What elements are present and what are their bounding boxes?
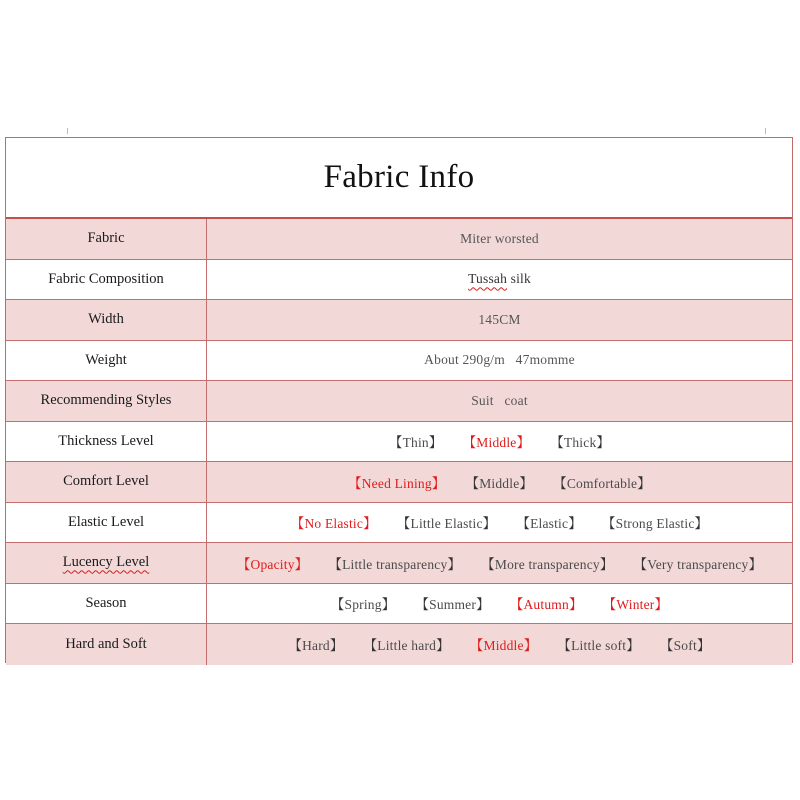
option-text: Thin bbox=[402, 435, 429, 451]
table-row-recommending-styles bbox=[6, 381, 792, 422]
option-text: Spring bbox=[344, 597, 382, 613]
option-more-transparency bbox=[481, 553, 613, 573]
option-little-elastic bbox=[397, 512, 497, 532]
row-value bbox=[207, 462, 792, 502]
table-body bbox=[6, 219, 792, 665]
row-label bbox=[6, 543, 207, 583]
table-row-lucency-level bbox=[6, 543, 792, 584]
row-label bbox=[6, 381, 207, 421]
row-label-text: Hard and Soft bbox=[65, 635, 147, 652]
option-opacity-selected bbox=[237, 553, 309, 573]
bracket-open: 【 bbox=[363, 638, 378, 654]
option-autumn-selected bbox=[510, 593, 583, 613]
crop-mark-right bbox=[765, 128, 766, 134]
bracket-open: 【 bbox=[330, 597, 345, 613]
option-text: Middle bbox=[479, 475, 520, 491]
bracket-open: 【 bbox=[288, 638, 303, 654]
option-text: Little Elastic bbox=[410, 516, 483, 532]
option-text: Winter bbox=[616, 597, 655, 613]
option-spring bbox=[331, 593, 396, 613]
bracket-open: 【 bbox=[462, 435, 477, 451]
option-text: Need Lining bbox=[361, 475, 432, 491]
bracket-close: 】 bbox=[626, 638, 640, 654]
bracket-close: 】 bbox=[476, 597, 490, 613]
row-value bbox=[207, 422, 792, 462]
option-thin bbox=[389, 431, 443, 451]
row-label-text: Width bbox=[88, 311, 124, 328]
row-label-text: Thickness Level bbox=[58, 432, 154, 449]
row-label-text: Weight bbox=[85, 351, 127, 368]
bracket-close: 】 bbox=[654, 597, 669, 613]
option-middle-selected bbox=[463, 431, 531, 451]
bracket-close: 】 bbox=[696, 638, 711, 654]
bracket-close: 】 bbox=[447, 556, 462, 572]
bracket-close: 】 bbox=[748, 556, 763, 572]
row-value bbox=[207, 260, 792, 300]
row-label bbox=[6, 260, 207, 300]
table-row-width bbox=[6, 300, 792, 341]
row-value bbox=[207, 219, 792, 259]
row-value-text: Miter worsted bbox=[460, 230, 539, 246]
option-middle-selected bbox=[470, 634, 538, 654]
option-thick bbox=[550, 431, 610, 451]
row-label-text: Elastic Level bbox=[67, 513, 145, 530]
option-strong-elastic bbox=[602, 512, 708, 532]
title-row bbox=[6, 138, 792, 219]
option-text: Little hard bbox=[377, 638, 437, 654]
option-text: Middle bbox=[483, 638, 524, 654]
option-text: Soft bbox=[673, 638, 697, 654]
row-label-text: Fabric bbox=[87, 230, 125, 247]
bracket-close: 】 bbox=[482, 516, 497, 532]
bracket-close: 】 bbox=[568, 597, 583, 613]
bracket-open: 【 bbox=[290, 516, 305, 532]
row-label bbox=[6, 300, 207, 340]
bracket-close: 】 bbox=[329, 638, 344, 654]
option-text: Comfortable bbox=[566, 475, 638, 491]
option-text: Elastic bbox=[530, 516, 569, 532]
option-comfortable bbox=[553, 472, 651, 492]
row-value bbox=[207, 503, 792, 543]
bracket-open: 【 bbox=[396, 516, 411, 532]
option-soft bbox=[660, 634, 711, 654]
bracket-open: 【 bbox=[550, 435, 564, 451]
bracket-close: 】 bbox=[431, 475, 446, 491]
option-text: Strong Elastic bbox=[615, 516, 695, 532]
bracket-open: 【 bbox=[469, 638, 484, 654]
bracket-open: 【 bbox=[465, 475, 480, 491]
row-label-text: Lucency Level bbox=[62, 554, 150, 571]
row-label bbox=[6, 503, 207, 543]
bracket-close: 】 bbox=[436, 638, 450, 654]
table-row-fabric bbox=[6, 219, 792, 260]
row-label-text: Fabric Composition bbox=[48, 270, 164, 287]
fabric-info-table bbox=[5, 137, 793, 663]
bracket-open: 【 bbox=[481, 556, 495, 572]
option-text: Very transparency bbox=[647, 556, 749, 572]
bracket-open: 【 bbox=[348, 475, 362, 491]
bracket-open: 【 bbox=[328, 556, 343, 572]
row-label bbox=[6, 584, 207, 624]
bracket-open: 【 bbox=[509, 597, 524, 613]
table-row-hard-and-soft bbox=[6, 624, 792, 665]
option-text: Summer bbox=[429, 597, 477, 613]
option-little-soft bbox=[557, 634, 639, 654]
table-row-thickness-level bbox=[6, 422, 792, 463]
row-value bbox=[207, 300, 792, 340]
row-value-text: Suit coat bbox=[471, 392, 528, 408]
row-value-text: Tussah silk bbox=[468, 271, 531, 287]
bracket-close: 】 bbox=[596, 435, 611, 451]
row-value bbox=[207, 381, 792, 421]
option-text: Little transparency bbox=[342, 556, 448, 572]
option-hard bbox=[288, 634, 343, 654]
bracket-close: 】 bbox=[637, 475, 651, 491]
option-text: No Elastic bbox=[304, 516, 364, 532]
row-label bbox=[6, 462, 207, 502]
option-text: Middle bbox=[476, 435, 517, 451]
option-middle bbox=[466, 472, 534, 492]
option-little-transparency bbox=[328, 553, 461, 573]
option-need-lining-selected bbox=[348, 472, 445, 492]
bracket-open: 【 bbox=[553, 475, 567, 491]
bracket-close: 】 bbox=[516, 435, 531, 451]
bracket-close: 】 bbox=[381, 597, 396, 613]
bracket-open: 【 bbox=[415, 597, 430, 613]
row-value-text: 145CM bbox=[478, 311, 521, 327]
option-little-hard bbox=[364, 634, 450, 654]
option-text: Little soft bbox=[571, 638, 627, 654]
option-winter-selected bbox=[603, 593, 669, 613]
bracket-open: 【 bbox=[557, 638, 572, 654]
bracket-close: 】 bbox=[523, 638, 538, 654]
option-very-transparency bbox=[634, 553, 763, 573]
option-text: Opacity bbox=[250, 556, 295, 572]
option-text: Thick bbox=[563, 435, 597, 451]
table-title: Fabric Info bbox=[323, 159, 475, 195]
bracket-open: 【 bbox=[602, 597, 617, 613]
table-row-weight bbox=[6, 341, 792, 382]
row-label-text: Comfort Level bbox=[63, 473, 149, 490]
bracket-open: 【 bbox=[516, 516, 531, 532]
bracket-close: 】 bbox=[568, 516, 582, 532]
option-elastic bbox=[516, 512, 582, 532]
row-label bbox=[6, 422, 207, 462]
row-value bbox=[207, 543, 792, 583]
bracket-open: 【 bbox=[236, 556, 251, 572]
bracket-close: 】 bbox=[363, 516, 377, 532]
bracket-open: 【 bbox=[633, 556, 648, 572]
option-text: More transparency bbox=[494, 556, 600, 572]
bracket-open: 【 bbox=[601, 516, 616, 532]
option-summer bbox=[415, 593, 489, 613]
row-value bbox=[207, 624, 792, 665]
table-row-elastic-level bbox=[6, 503, 792, 544]
bracket-open: 【 bbox=[388, 435, 403, 451]
row-label-text: Recommending Styles bbox=[40, 392, 172, 409]
bracket-open: 【 bbox=[659, 638, 674, 654]
bracket-close: 】 bbox=[599, 556, 614, 572]
crop-mark-left bbox=[67, 128, 68, 134]
row-label bbox=[6, 341, 207, 381]
table-row-season bbox=[6, 584, 792, 625]
bracket-close: 】 bbox=[694, 516, 709, 532]
row-label bbox=[6, 219, 207, 259]
option-text: Autumn bbox=[523, 597, 569, 613]
row-value bbox=[207, 584, 792, 624]
row-value-text: About 290g/m 47momme bbox=[424, 352, 575, 368]
bracket-close: 】 bbox=[519, 475, 534, 491]
row-value bbox=[207, 341, 792, 381]
row-label bbox=[6, 624, 207, 665]
table-row-comfort-level bbox=[6, 462, 792, 503]
table-row-fabric-composition bbox=[6, 260, 792, 301]
row-label-text: Season bbox=[85, 594, 127, 611]
option-text: Hard bbox=[302, 638, 330, 654]
bracket-close: 】 bbox=[294, 556, 309, 572]
bracket-close: 】 bbox=[428, 435, 443, 451]
option-no-elastic-selected bbox=[291, 512, 377, 532]
